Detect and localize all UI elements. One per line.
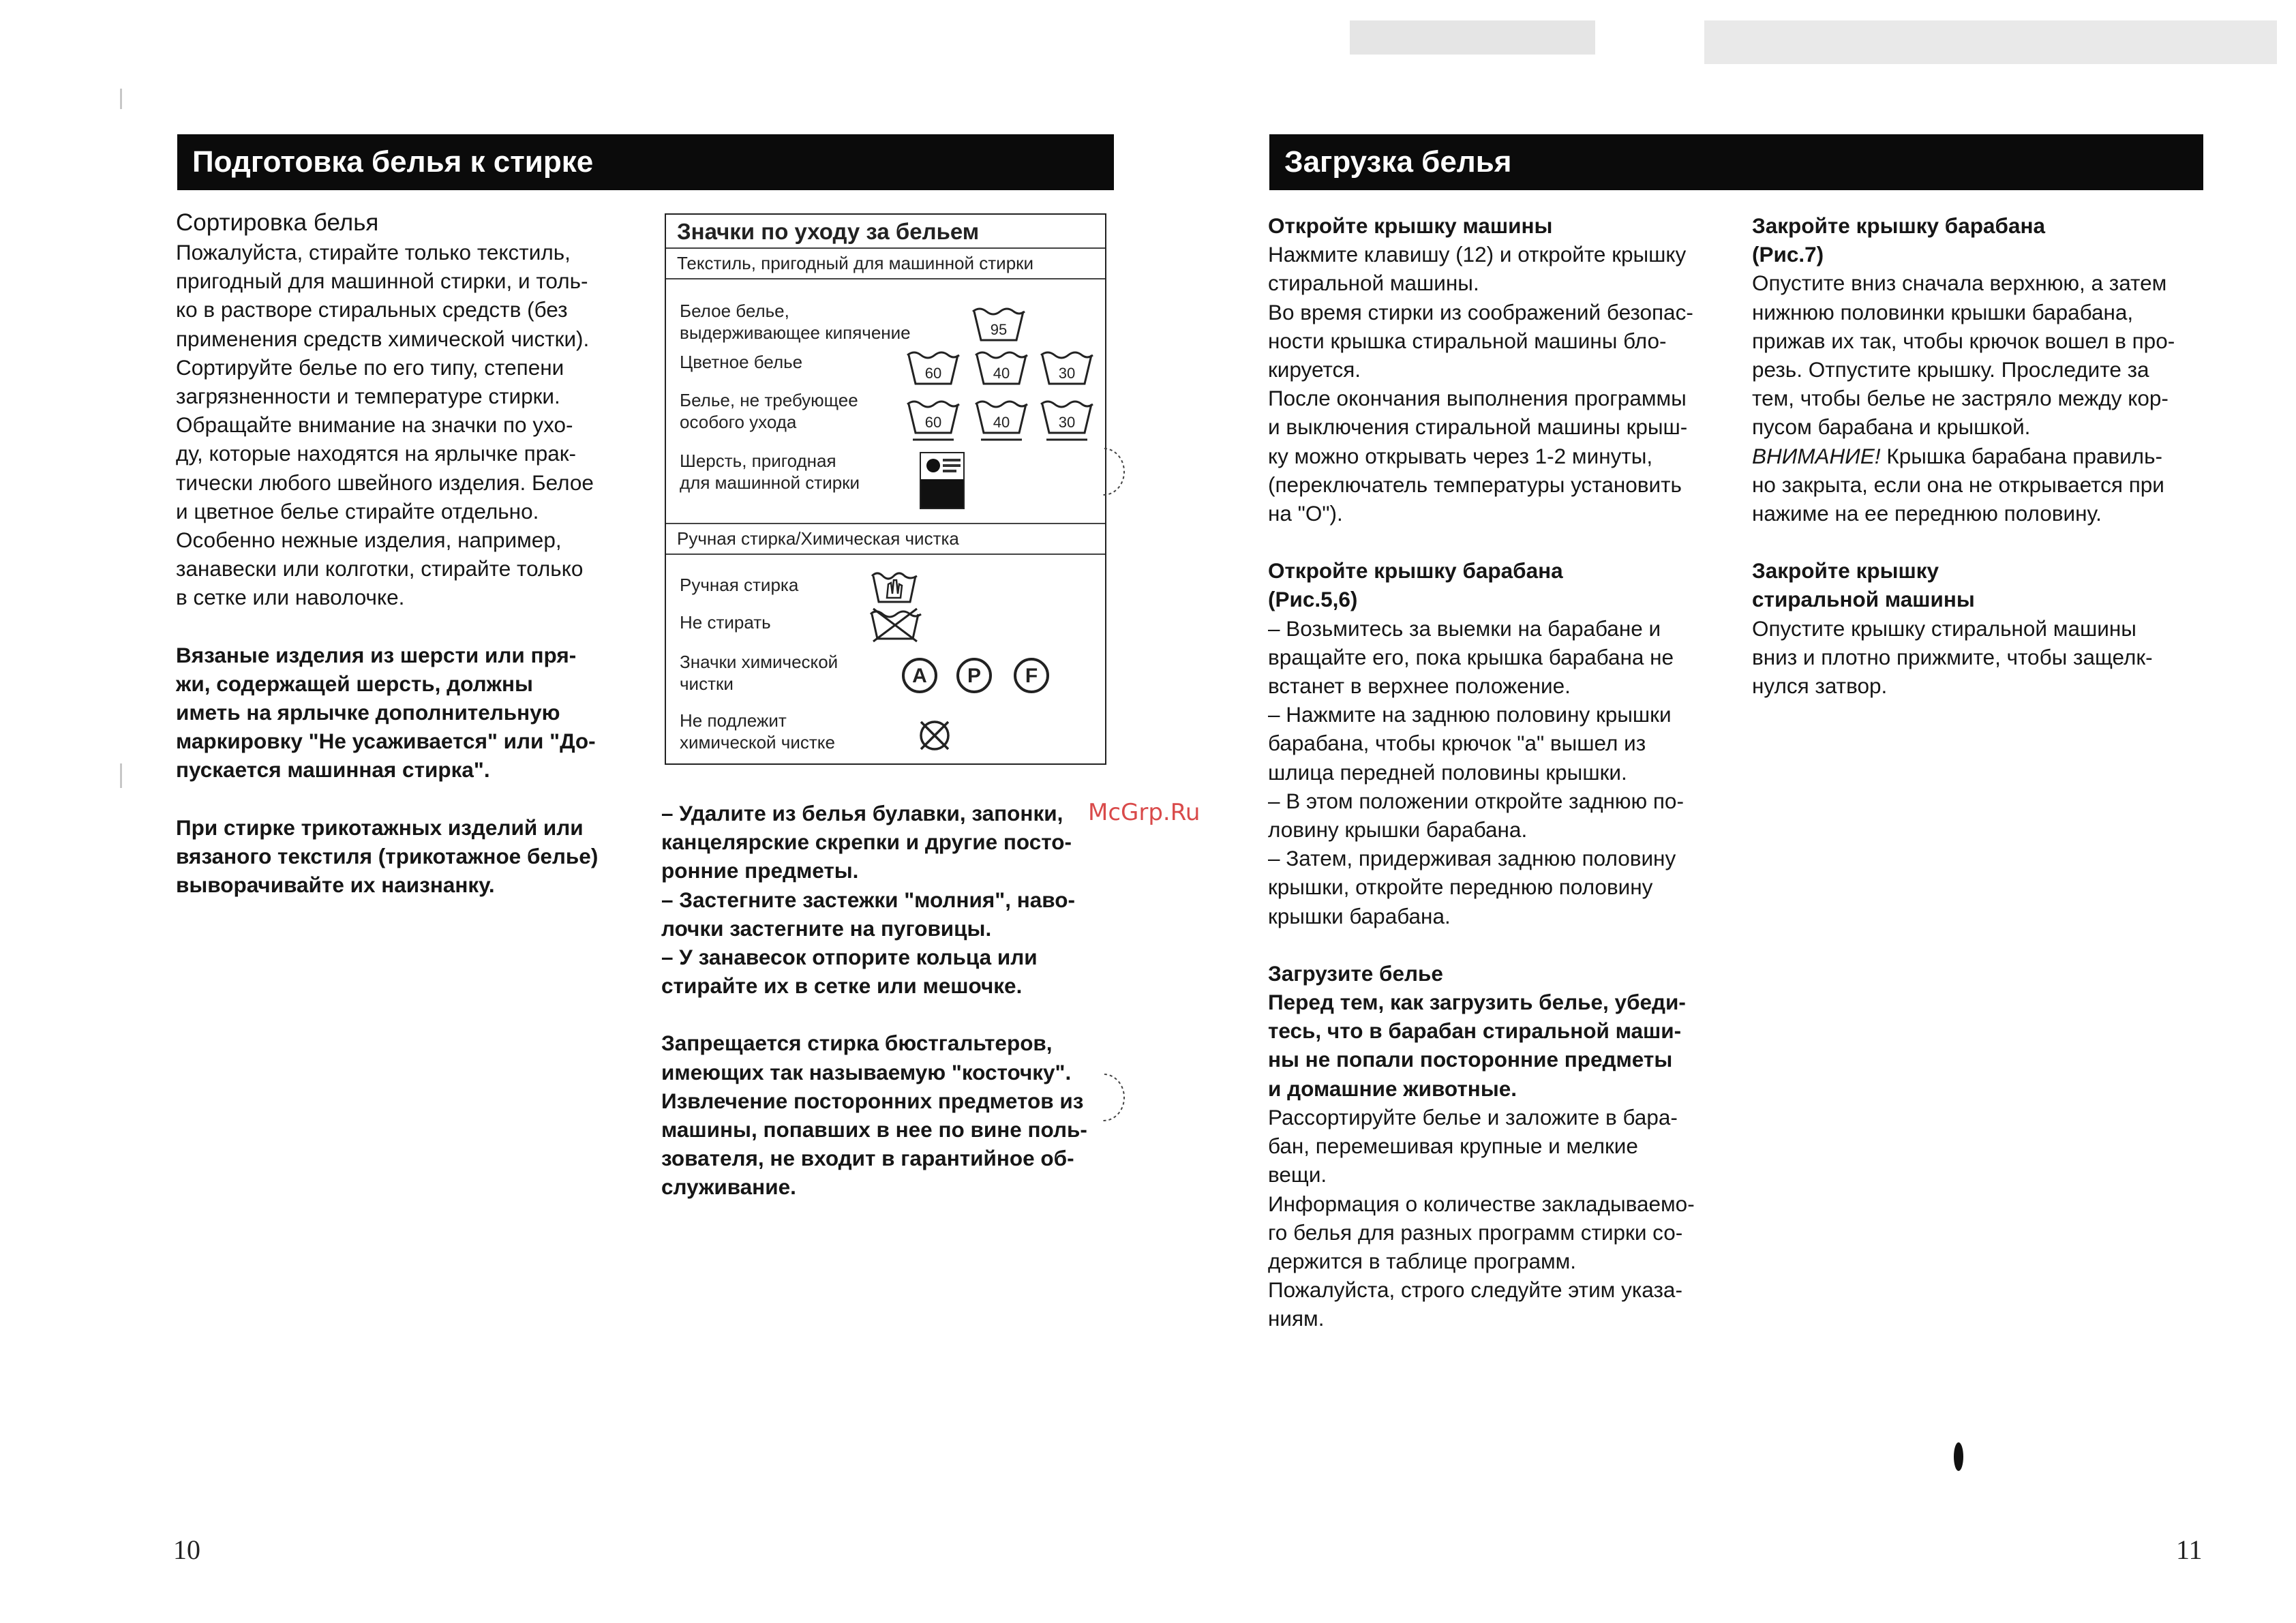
text-line: – Возьмитесь за выемки на барабане и: [1268, 616, 1661, 641]
text-line: пусом барабана и крышкой.: [1752, 414, 2031, 440]
care-label: Цветное белье: [680, 352, 803, 372]
text-line: держится в таблице программ.: [1268, 1248, 1577, 1273]
text-line: Крышка барабана правиль-: [1886, 443, 2162, 468]
care-label: Ручная стирка: [680, 575, 799, 595]
wash-30-icon: [1040, 350, 1094, 388]
care-row-dry-clean: [680, 651, 838, 695]
dry-clean-letter: F: [1025, 665, 1038, 687]
left-page-number: 10: [173, 1534, 200, 1565]
text-line: выворачивайте их наизнанку.: [176, 873, 495, 898]
care-label: для машинной стирки: [680, 472, 860, 493]
text-line: применения средств химической чистки).: [176, 326, 590, 351]
text-line: крышки, откройте переднюю половину: [1268, 875, 1653, 900]
text-line: в сетке или наволочке.: [176, 585, 405, 610]
text-line: зователя, не входит в гарантийное об-: [661, 1146, 1074, 1171]
text-line: вниз и плотно прижмите, чтобы защелк-: [1752, 644, 2153, 669]
right-column-2: [1752, 211, 2202, 700]
attention-line: [1752, 442, 2202, 470]
watermark: McGrp.Ru: [1088, 799, 1200, 826]
woolmark-label-icon: [920, 452, 965, 509]
wash-30-easy-care-icon: [1040, 399, 1094, 444]
right-page-banner: Загрузка белья: [1269, 134, 2203, 190]
text-line: Запрещается стирка бюстгальтеров,: [661, 1031, 1053, 1056]
care-row-wool: [680, 450, 860, 494]
text-line: на "О").: [1268, 501, 1343, 526]
sorting-heading: Сортировка белья: [176, 209, 379, 236]
care-label: особого ухода: [680, 412, 797, 432]
text-line: Вязаные изделия из шерсти или пря-: [176, 642, 577, 667]
care-row-hand-wash: [680, 574, 798, 596]
care-row-no-dry-clean: [680, 710, 835, 753]
text-line: – Застегните застежки "молния", наво-: [661, 887, 1075, 912]
text-line: вещи.: [1268, 1162, 1327, 1187]
text-line: шлица передней половины крышки.: [1268, 759, 1627, 785]
text-line: кируется.: [1268, 357, 1361, 382]
wash-60-easy-care-icon: [906, 399, 961, 444]
text-line: маркировку "Не усаживается" или "До-: [176, 729, 596, 754]
wash-temp-label: 40: [993, 365, 1010, 382]
text-line: тесь, что в барабан стиральной маши-: [1268, 1018, 1682, 1044]
text-line: Пожалуйста, стирайте только текстиль,: [176, 240, 571, 264]
wash-temp-label: 95: [990, 321, 1008, 338]
text-line: загрязненности и температуре стирки.: [176, 384, 560, 409]
care-label: чистки: [680, 673, 734, 694]
scan-noise-top-right: [1704, 20, 2277, 64]
text-line: занавески или колготки, стирайте только: [176, 556, 584, 581]
text-line: и домашние животные.: [1268, 1076, 1517, 1101]
wash-temp-label: 60: [924, 365, 942, 382]
dry-clean-p-icon: [955, 656, 993, 695]
ink-blot: [1954, 1442, 1963, 1471]
text-line: Извлечение посторонних предметов из: [661, 1088, 1084, 1113]
prep-list: [661, 799, 1111, 1000]
text-line: Особенно нежные изделия, например,: [176, 528, 562, 553]
text-line: (переключатель температуры установить: [1268, 472, 1682, 497]
load-heading: Загрузите белье: [1268, 960, 1443, 986]
care-label: Шерсть, пригодная: [680, 451, 836, 471]
text-line: вращайте его, пока крышка барабана не: [1268, 644, 1674, 669]
text-line: ниям.: [1268, 1306, 1325, 1331]
care-row-white: [680, 300, 911, 344]
dry-clean-letter: A: [912, 665, 927, 687]
text-line: иметь на ярлычке дополнительную: [176, 700, 560, 725]
text-line: Перед тем, как загрузить белье, убеди-: [1268, 990, 1686, 1015]
care-table-machine-header: Текстиль, пригодный для машинной стирки: [666, 249, 1105, 279]
do-not-wash-icon: [868, 606, 922, 644]
text-line: ны не попали посторонние предметы: [1268, 1047, 1673, 1072]
text-line: Нажмите клавишу (12) и откройте крышку: [1268, 242, 1687, 267]
text-line: При стирке трикотажных изделий или: [176, 815, 584, 840]
wool-paragraph: [176, 641, 626, 785]
text-line: резь. Отпустите крышку. Проследите за: [1752, 357, 2149, 382]
wash-95-icon: [971, 306, 1026, 344]
text-line: лочки застегните на пуговицы.: [661, 915, 992, 941]
text-line: – У занавесок отпорите кольца или: [661, 945, 1038, 970]
care-row-easy-care: [680, 389, 858, 433]
text-line: стирайте их в сетке или мешочке.: [661, 973, 1023, 999]
text-line: – Нажмите на заднюю половину крышки: [1268, 702, 1672, 727]
knit-paragraph: [176, 813, 626, 900]
care-table-hand-header: Ручная стирка/Химическая чистка: [666, 523, 1105, 555]
text-line: пускается машинная стирка".: [176, 757, 490, 783]
scan-mark-left2: [120, 763, 122, 788]
text-line: нулся затвор.: [1752, 673, 1888, 699]
text-line: встанет в верхнее положение.: [1268, 673, 1571, 699]
scan-mark-left: [120, 89, 122, 109]
text-line: Опустите крышку стиральной машины: [1752, 616, 2136, 641]
text-line: жи, содержащей шерсть, должны: [176, 671, 533, 696]
wash-temp-label: 60: [924, 414, 942, 431]
text-line: нижнюю половинки крышки барабана,: [1752, 299, 2134, 324]
text-line: Во время стирки из соображений безопас-: [1268, 299, 1693, 324]
care-symbols-table: [665, 213, 1106, 765]
close-drum-heading: Закройте крышку барабана: [1752, 213, 2046, 238]
care-label: Значки химической: [680, 652, 839, 672]
dry-clean-a-icon: [901, 656, 939, 695]
text-line: стиральной машины.: [1268, 271, 1479, 296]
dry-clean-letter: P: [967, 665, 982, 687]
text-line: и цветное белье стирайте отдельно.: [176, 498, 539, 524]
sorting-paragraph: [176, 238, 626, 612]
wash-temp-label: 30: [1058, 365, 1076, 382]
text-line: нажиме на ее переднюю половину.: [1752, 501, 2102, 526]
care-label: выдерживающее кипячение: [680, 322, 911, 343]
text-line: имеющих так называемую "косточку".: [661, 1059, 1072, 1084]
text-line: тически любого швейного изделия. Белое: [176, 470, 594, 495]
wash-temp-label: 40: [993, 414, 1010, 431]
text-line: Опустите вниз сначала верхнюю, а затем: [1752, 271, 2167, 296]
load-warning: [1268, 988, 1717, 1103]
text-line: и выключения стиральной машины крыш-: [1268, 414, 1688, 440]
open-drum-steps: [1268, 614, 1717, 930]
bra-warning: [661, 1029, 1111, 1201]
right-column-1: [1268, 211, 1717, 1333]
hand-wash-icon: [871, 568, 918, 606]
left-column: [176, 208, 626, 899]
wash-temp-label: 30: [1058, 414, 1076, 431]
open-drum-heading-ref: (Рис.5,6): [1268, 587, 1358, 612]
text-line: канцелярские скрепки и другие посто-: [661, 830, 1072, 855]
care-label: Не подлежит: [680, 710, 787, 731]
text-line: – Затем, придерживая заднюю половину: [1268, 846, 1676, 871]
text-line: пригодный для машинной стирки, и толь-: [176, 269, 588, 294]
text-line: но закрыта, если она не открывается при: [1752, 472, 2164, 497]
close-drum-heading-ref: (Рис.7): [1752, 242, 1824, 267]
text-line: Обращайте внимание на значки по ухо-: [176, 412, 573, 438]
care-row-color: [680, 351, 802, 373]
text-line: крышки барабана.: [1268, 903, 1451, 928]
text-line: служивание.: [661, 1174, 796, 1200]
text-line: – Удалите из белья булавки, запонки,: [661, 801, 1063, 825]
middle-column: [661, 799, 1111, 1202]
text-line: ку можно открывать через 1-2 минуты,: [1268, 443, 1653, 468]
text-line: тем, чтобы белье не застряло между кор-: [1752, 386, 2169, 411]
load-paragraph: [1268, 1103, 1717, 1333]
wash-60-icon: [906, 350, 961, 388]
punch-hole-icon: [1077, 444, 1125, 499]
text-line: ности крышка стиральной машины бло-: [1268, 328, 1667, 353]
care-label: химической чистке: [680, 732, 835, 753]
right-page-number: 11: [2176, 1534, 2203, 1565]
scan-noise-top: [1350, 20, 1595, 55]
text-line: ловину крышки барабана.: [1268, 817, 1528, 843]
text-line: го белья для разных программ стирки со-: [1268, 1219, 1683, 1245]
punch-hole-icon: [1077, 1070, 1125, 1125]
text-line: ду, которые находятся на ярлычке прак-: [176, 441, 577, 466]
care-label: Белое белье,: [680, 301, 789, 321]
text-line: вязаного текстиля (трикотажное белье): [176, 843, 599, 868]
text-line: Информация о количестве закладываемо-: [1268, 1191, 1695, 1216]
open-lid-paragraph: [1268, 240, 1717, 528]
close-machine-heading-line2: стиральной машины: [1752, 587, 1975, 612]
close-drum-paragraph: [1752, 269, 2202, 528]
care-row-no-wash: [680, 611, 771, 633]
left-page-banner: Подготовка белья к стирке: [177, 134, 1114, 190]
close-machine-paragraph: [1752, 614, 2202, 701]
text-line: ко в растворе стиральных средств (без: [176, 297, 568, 322]
wash-40-easy-care-icon: [974, 399, 1029, 444]
text-line: Сортируйте белье по его типу, степени: [176, 354, 564, 380]
no-dry-clean-icon: [916, 716, 954, 755]
open-lid-heading: Откройте крышку машины: [1268, 213, 1553, 238]
text-line: Пожалуйста, строго следуйте этим указа-: [1268, 1277, 1682, 1303]
dry-clean-f-icon: [1012, 656, 1051, 695]
open-drum-heading: Откройте крышку барабана: [1268, 558, 1563, 583]
text-line: После окончания выполнения программы: [1268, 386, 1687, 411]
care-label: Белье, не требующее: [680, 390, 858, 410]
text-line: машины, попавших в нее по вине поль-: [661, 1117, 1087, 1142]
attention-label: ВНИМАНИЕ!: [1752, 443, 1881, 468]
text-line: – В этом положении откройте заднюю по-: [1268, 788, 1684, 813]
text-line: бан, перемешивая крупные и мелкие: [1268, 1134, 1638, 1159]
wash-40-icon: [974, 350, 1029, 388]
text-line: барабана, чтобы крючок "а" вышел из: [1268, 731, 1646, 756]
text-line: прижав их так, чтобы крючок вошел в про-: [1752, 328, 2175, 353]
text-line: ронние предметы.: [661, 858, 859, 883]
care-table-title: Значки по уходу за бельем: [666, 215, 1105, 249]
close-machine-heading: Закройте крышку: [1752, 558, 1939, 583]
care-label: Не стирать: [680, 612, 771, 633]
text-line: Рассортируйте белье и заложите в бара-: [1268, 1104, 1678, 1129]
